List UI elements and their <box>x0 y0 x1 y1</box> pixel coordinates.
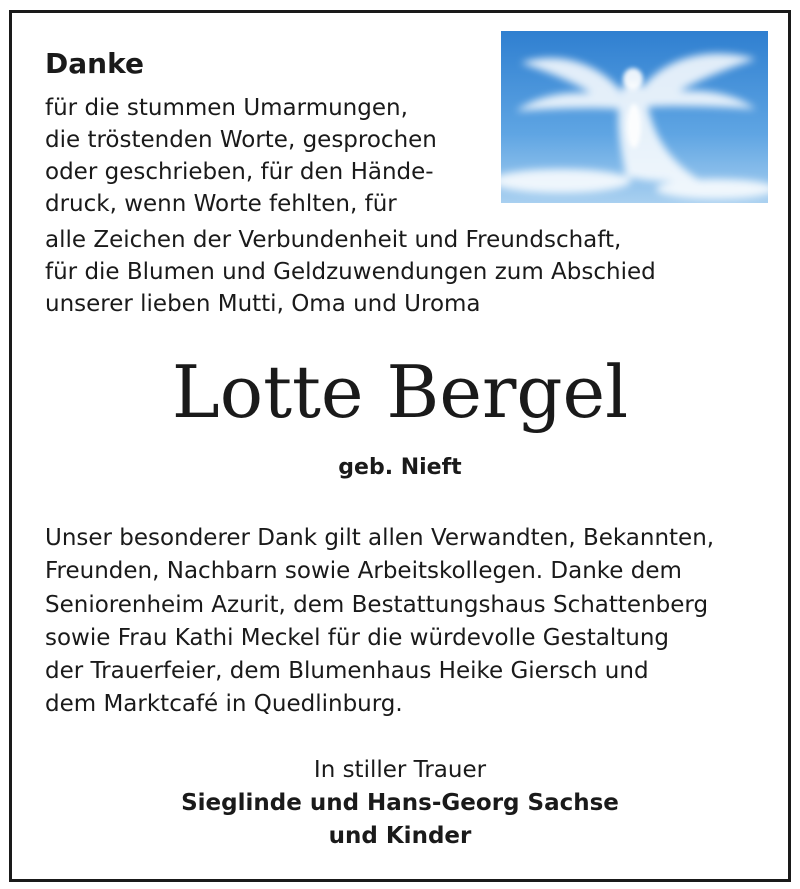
intro-line: unserer lieben Mutti, Oma und Uroma <box>45 291 481 317</box>
body-line: Freunden, Nachbarn sowie Arbeitskollegen. Danke dem <box>45 558 682 584</box>
intro-line: für die Blumen und Geldzuwendungen zum Abschied <box>45 259 656 285</box>
intro-line: die tröstenden Worte, gesprochen <box>45 127 437 153</box>
body-line: der Trauerfeier, dem Blumenhaus Heike Giersch und <box>45 658 649 684</box>
body-line: dem Marktcafé in Quedlinburg. <box>45 691 403 717</box>
body-line: Unser besonderer Dank gilt allen Verwandten, Bekannten, <box>45 525 715 551</box>
intro-line: oder geschrieben, für den Hände- <box>45 159 434 185</box>
mourning-phrase: In stiller Trauer <box>313 757 487 783</box>
signers-line: Sieglinde und Hans-Georg Sachse <box>181 790 619 816</box>
signers-line: und Kinder <box>328 823 472 849</box>
body-line: sowie Frau Kathi Meckel für die würdevolle Gestaltung <box>45 625 670 651</box>
body-line: Seniorenheim Azurit, dem Bestattungshaus Schattenberg <box>45 592 709 618</box>
intro-line: druck, wenn Worte fehlten, für <box>45 191 397 217</box>
intro-line: für die stummen Umarmungen, <box>45 95 408 121</box>
angel-cloud-image <box>501 31 768 203</box>
intro-line: alle Zeichen der Verbundenheit und Freundschaft, <box>45 227 622 253</box>
maiden-name: geb. Nieft <box>338 455 462 480</box>
heading-danke: Danke <box>45 47 144 80</box>
deceased-name: Lotte Bergel <box>171 350 629 434</box>
